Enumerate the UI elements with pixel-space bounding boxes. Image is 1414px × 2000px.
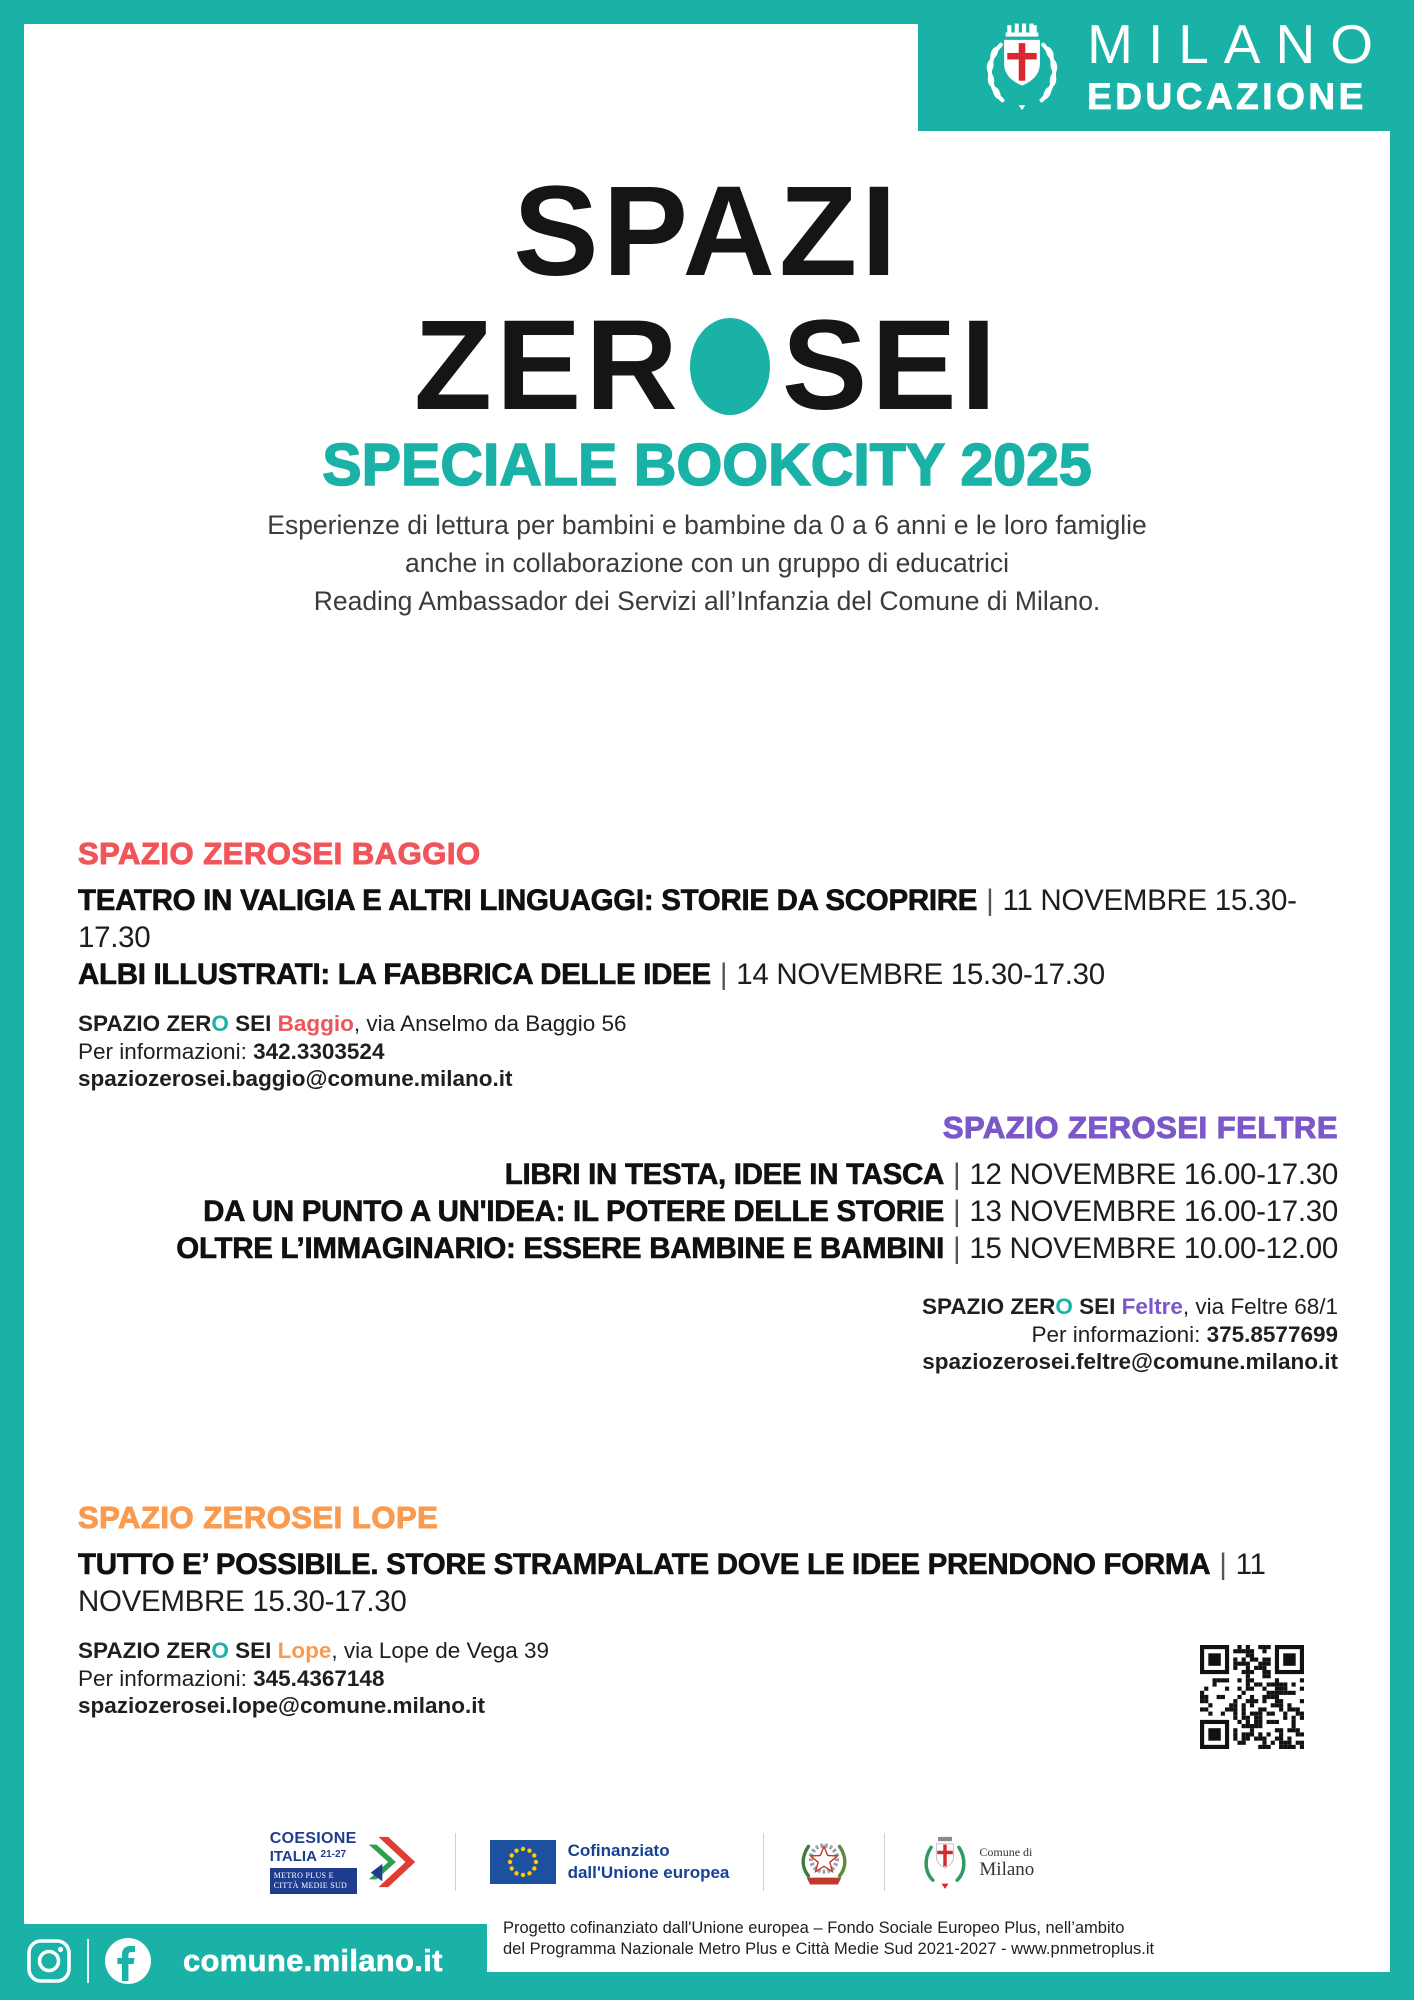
eu-line1: Cofinanziato	[567, 1841, 670, 1860]
contact-spazio-zer: SPAZIO ZER	[922, 1294, 1056, 1319]
logo-divider	[884, 1833, 885, 1891]
eu-cofunded-logo	[490, 1840, 730, 1884]
baggio-events	[78, 882, 1338, 993]
contact-phone: 345.4367148	[253, 1665, 385, 1691]
milano-crest-icon	[973, 17, 1071, 115]
contact-info-label: Per informazioni:	[78, 1038, 254, 1064]
eu-flag-icon	[490, 1840, 556, 1884]
contact-sei: SEI	[1072, 1294, 1122, 1319]
lope-heading: SPAZIO ZEROSEI LOPE	[78, 1500, 439, 1535]
coesione-line1: COESIONE	[269, 1829, 357, 1847]
contact-info-line	[78, 1665, 1338, 1693]
lope-contact	[78, 1637, 1338, 1720]
event-date: 12 NOVEMBRE 16.00-17.30	[969, 1158, 1338, 1191]
coesione-arrow-icon	[363, 1833, 421, 1891]
event-date: 13 NOVEMBRE 16.00-17.30	[969, 1195, 1338, 1228]
section-lope	[78, 1500, 1338, 1720]
comune-di-milano-logo	[919, 1833, 1034, 1891]
feltre-events	[78, 1156, 1338, 1267]
feltre-heading: SPAZIO ZEROSEI FELTRE	[942, 1110, 1338, 1145]
contact-o: O	[211, 1638, 229, 1663]
contact-location-name: Lope	[277, 1638, 332, 1663]
brand-text	[1087, 12, 1388, 117]
contact-address-line	[78, 1637, 1338, 1665]
zero-dot-icon	[690, 318, 770, 415]
event-separator: |	[953, 1195, 961, 1228]
contact-email[interactable]: spaziozerosei.feltre@comune.milano.it	[922, 1349, 1338, 1374]
event-separator: |	[986, 884, 994, 917]
coesione-line2: ITALIA $^{21-27}$	[269, 1847, 347, 1865]
intro-line-1: Esperienze di lettura per bambini e bambine da 0 a 6 anni e le loro famiglie	[267, 510, 1147, 540]
partner-logos-row	[0, 1822, 1335, 1902]
intro-line-2: anche in collaborazione con un gruppo di educatrici	[404, 548, 1009, 578]
contact-street: , via Feltre 68/1	[1182, 1294, 1338, 1319]
qr-code	[1200, 1645, 1304, 1749]
milano-small-crest-icon	[919, 1833, 971, 1891]
contact-address-line	[78, 1010, 1338, 1038]
brand-milano: MILANO	[1087, 12, 1388, 75]
event-date: 14 NOVEMBRE 15.30-17.30	[736, 958, 1105, 991]
event-title: LIBRI IN TESTA, IDEE IN TASCA	[504, 1158, 945, 1191]
lope-events	[78, 1546, 1338, 1620]
contact-spazio-zer: SPAZIO ZER	[78, 1638, 212, 1663]
contact-location-name: Baggio	[277, 1011, 354, 1036]
footer-site-link[interactable]: comune.milano.it	[183, 1943, 443, 1978]
section-baggio	[78, 836, 1338, 1093]
event-title: OLTRE L’IMMAGINARIO: ESSERE BAMBINE E BAMBINI	[176, 1232, 945, 1265]
brand-educazione: EDUCAZIONE	[1087, 75, 1367, 117]
contact-phone: 342.3303524	[253, 1038, 385, 1064]
event-separator: |	[1219, 1548, 1227, 1581]
contact-email[interactable]: spaziozerosei.baggio@comune.milano.it	[78, 1066, 513, 1091]
event-date: 11 NOVEMBRE 15.30-17.30	[78, 884, 1297, 954]
instagram-icon[interactable]	[26, 1938, 72, 1984]
contact-location-name: Feltre	[1121, 1294, 1183, 1319]
contact-o: O	[211, 1011, 229, 1036]
contact-sei: SEI	[228, 1638, 278, 1663]
title-spazi: SPAZI	[513, 160, 901, 303]
contact-info-label: Per informazioni:	[1031, 1321, 1207, 1347]
header-brand-block	[918, 0, 1414, 131]
coesione-program-box: METRO PLUS E CITTÀ MEDIE SUD	[270, 1868, 357, 1894]
title-sei: SEI	[781, 294, 1001, 437]
footer-fineprint-box	[487, 1906, 1390, 1972]
event-date: 15 NOVEMBRE 10.00-12.00	[969, 1232, 1338, 1265]
event-separator: |	[953, 1158, 961, 1191]
logo-divider	[763, 1833, 764, 1891]
facebook-icon[interactable]	[104, 1937, 152, 1985]
footer-divider	[87, 1939, 89, 1983]
event-title: TEATRO IN VALIGIA E ALTRI LINGUAGGI: STORIE DA SCOPRIRE	[78, 884, 978, 917]
contact-info-label: Per informazioni:	[78, 1665, 254, 1691]
contact-address-line	[78, 1293, 1338, 1321]
coesione-italia-logo	[270, 1831, 421, 1894]
logo-divider	[455, 1833, 456, 1891]
contact-spazio-zer: SPAZIO ZER	[78, 1011, 212, 1036]
contact-street: , via Anselmo da Baggio 56	[353, 1011, 627, 1036]
intro-paragraph	[78, 506, 1336, 620]
baggio-contact	[78, 1010, 1338, 1093]
title-zerosei	[0, 294, 1414, 437]
event-title: ALBI ILLUSTRATI: LA FABBRICA DELLE IDEE	[78, 958, 711, 991]
eu-line2: dall'Unione europea	[567, 1863, 730, 1882]
milano-logo-text	[979, 1846, 1034, 1879]
event-separator: |	[719, 958, 728, 991]
milano-line1: Comune di	[979, 1844, 1033, 1859]
footer-left-group	[26, 1937, 443, 1985]
event-date: 11 NOVEMBRE 15.30-17.30	[78, 1548, 1266, 1618]
fineprint-line1: Progetto cofinanziato dall'Unione europea – Fondo Sociale Europeo Plus, nell’ambito	[503, 1919, 1125, 1937]
contact-o: O	[1055, 1294, 1073, 1319]
intro-line-3: Reading Ambassador dei Servizi all’Infanzia del Comune di Milano.	[313, 586, 1101, 616]
coesione-text	[270, 1831, 357, 1894]
fineprint-line2: del Programma Nazionale Metro Plus e Città Medie Sud 2021-2027 - www.pnmetroplus.it	[503, 1940, 1155, 1958]
contact-info-line	[78, 1321, 1338, 1349]
contact-info-line	[78, 1038, 1338, 1066]
baggio-heading: SPAZIO ZEROSEI BAGGIO	[78, 836, 481, 871]
event-title: DA UN PUNTO A UN'IDEA: IL POTERE DELLE STORIE	[203, 1195, 945, 1228]
contact-email[interactable]: spaziozerosei.lope@comune.milano.it	[78, 1693, 486, 1718]
milano-line2: Milano	[979, 1858, 1035, 1880]
event-separator: |	[953, 1232, 961, 1265]
italian-republic-emblem-icon	[798, 1834, 850, 1890]
contact-street: , via Lope de Vega 39	[331, 1638, 550, 1663]
eu-cofunded-text	[568, 1840, 730, 1884]
contact-phone: 375.8577699	[1206, 1321, 1338, 1347]
section-feltre	[78, 1110, 1338, 1376]
title-zer: ZER	[413, 294, 682, 437]
contact-sei: SEI	[228, 1011, 278, 1036]
event-title: TUTTO E’ POSSIBILE. STORE STRAMPALATE DOVE LE IDEE PRENDONO FORMA	[78, 1548, 1211, 1581]
feltre-contact	[78, 1293, 1338, 1376]
subtitle-bookcity: SPECIALE BOOKCITY 2025	[322, 432, 1092, 498]
